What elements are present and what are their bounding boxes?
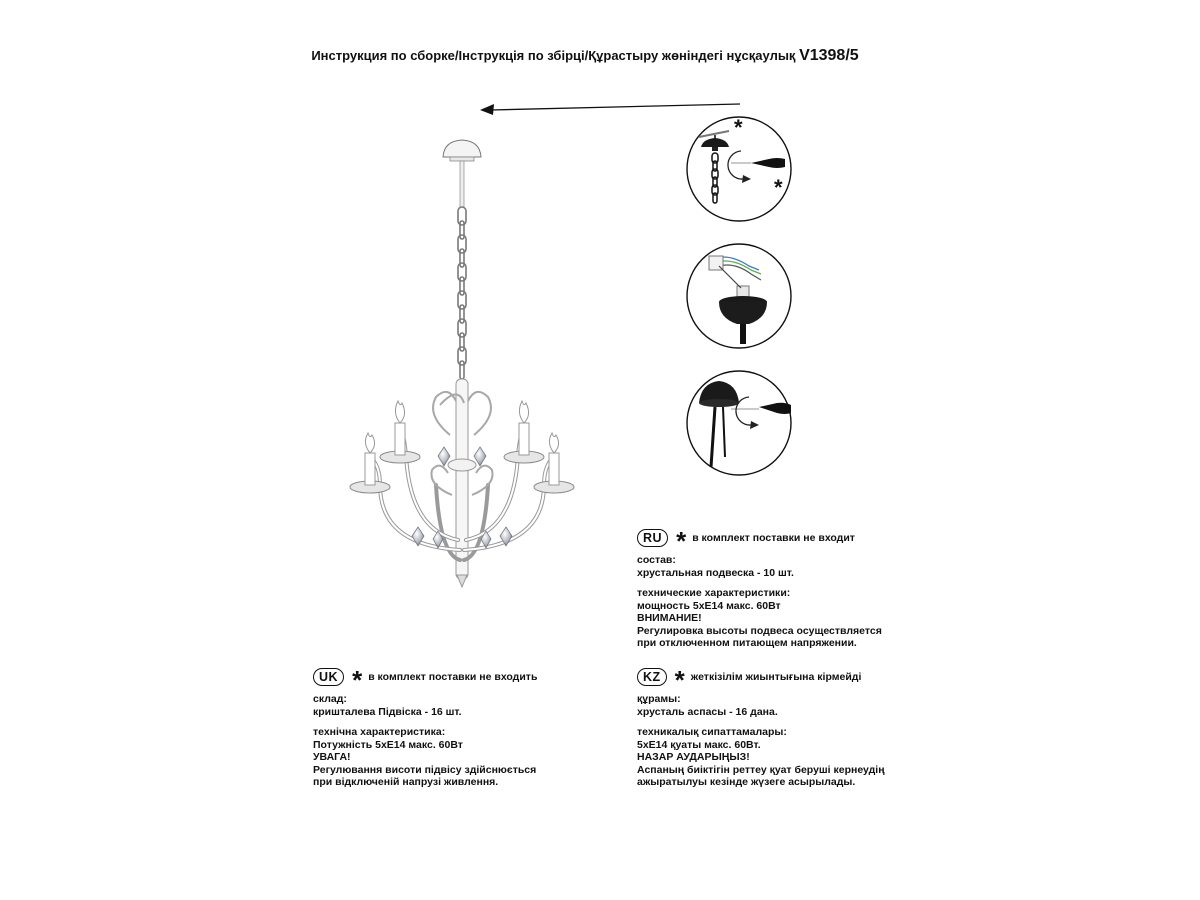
ru-warning-line-2: при отключенном питающем напряжении. — [637, 637, 857, 649]
ru-warning-line-1: Регулировка высоты подвеса осуществляется — [637, 624, 882, 637]
title-text: Инструкция по сборке/Інструкція по збірці/Құрастыру жөніндегі нұсқаулық — [311, 48, 796, 63]
kz-warning-label: НАЗАР АУДАРЫҢЫЗ! — [637, 751, 750, 763]
uk-note: в комплект поставки не входить — [368, 670, 538, 683]
model-number: V1398/5 — [799, 47, 859, 64]
kz-composition-value: хрусталь аспасы - 16 дана. — [637, 705, 778, 718]
kz-tech-label: техникалық сипаттамалары: — [637, 726, 787, 738]
ru-composition-value: хрустальная подвеска - 10 шт. — [637, 566, 794, 579]
ru-note: в комплект поставки не входит — [692, 531, 855, 544]
uk-warning-line-1: Регулювання висоти підвісу здійснюється — [313, 763, 537, 776]
uk-composition-label: склад: — [313, 693, 347, 705]
ceiling-hook-mount-icon — [679, 113, 799, 225]
asterisk-icon: * — [674, 665, 685, 695]
document-title — [0, 47, 1170, 65]
ru-tech-label: технические характеристики: — [637, 587, 791, 599]
uk-tech-label: технічна характеристика: — [313, 726, 446, 738]
kz-tech-value: 5хЕ14 қуаты макс. 60Вт. — [637, 738, 761, 751]
ru-composition-label: состав: — [637, 554, 676, 566]
uk-section — [313, 667, 537, 789]
uk-tech-value: Потужність 5хЕ14 макс. 60Вт — [313, 738, 463, 751]
chandelier-illustration — [340, 135, 590, 595]
svg-text:*: * — [734, 115, 743, 140]
uk-warning-line-2: при відключеній напрузі живлення. — [313, 776, 499, 788]
wire-connection-icon — [679, 240, 799, 352]
ru-section — [637, 528, 882, 650]
svg-text:*: * — [774, 175, 783, 200]
kz-section — [637, 667, 885, 789]
ru-badge: RU — [637, 529, 668, 547]
kz-warning-line-2: ажыратылуы кезінде жүзеге асырылады. — [637, 776, 856, 788]
ru-tech-value: мощность 5хЕ14 макс. 60Вт — [637, 599, 781, 612]
kz-note: жеткізілім жиынтығына кірмейді — [690, 670, 862, 683]
kz-composition-label: құрамы: — [637, 693, 681, 705]
uk-badge: UK — [313, 668, 344, 686]
asterisk-icon: * — [676, 526, 687, 556]
kz-badge: KZ — [637, 668, 667, 686]
kz-warning-line-1: Аспаның биіктігін реттеу қуат беруші кернеудің — [637, 763, 885, 776]
canopy-screw-fix-icon — [679, 367, 799, 479]
asterisk-icon: * — [352, 665, 363, 695]
ru-warning-label: ВНИМАНИЕ! — [637, 612, 702, 624]
uk-composition-value: кришталева Підвіска - 16 шт. — [313, 705, 462, 718]
uk-warning-label: УВАГА! — [313, 751, 351, 763]
